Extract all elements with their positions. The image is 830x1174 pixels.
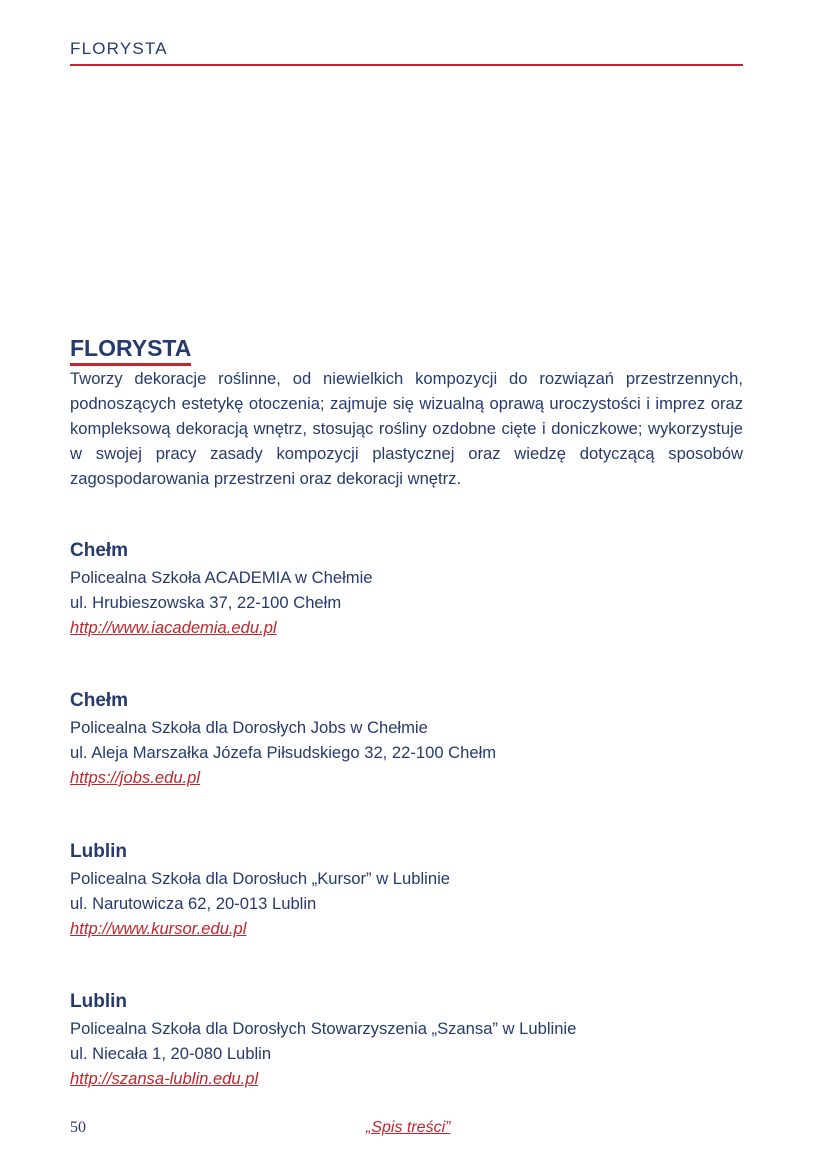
- page-header: [70, 38, 743, 66]
- school-entry: [70, 538, 743, 640]
- school-entry: [70, 989, 743, 1091]
- school-address: ul. Niecała 1, 20-080 Lublin: [70, 1044, 272, 1063]
- school-entry: [70, 839, 743, 941]
- school-city: Chełm: [70, 690, 129, 711]
- school-city: Chełm: [70, 540, 129, 561]
- page-number: 50: [70, 1119, 86, 1136]
- school-name: Policealna Szkoła ACADEMIA w Chełmie: [70, 568, 373, 587]
- school-name: Policealna Szkoła dla Dorosłych Stowarzyszenia „Szansa” w Lublinie: [70, 1019, 577, 1038]
- school-city: Lublin: [70, 841, 127, 862]
- profession-description: Tworzy dekoracje roślinne, od niewielkich kompozycji do rozwiązań przestrzennych, podnoszących estetykę otoczenia; zajmuje się wizualną oprawą uroczystości i imprez oraz kompleksową dekoracją wnętrz, stosując rośliny ozdobne cięte i doniczkowe; wykorzystuje w swojej pracy zasady kompozycji plastycznej oraz wiedzę dotyczącą sposobów zagospodarowania przestrzeni oraz dekoracji wnętrz.: [70, 369, 743, 488]
- school-address: ul. Hrubieszowska 37, 22-100 Chełm: [70, 593, 342, 612]
- school-website-link[interactable]: http://szansa-lublin.edu.pl: [70, 1069, 259, 1088]
- school-address: ul. Aleja Marszałka Józefa Piłsudskiego 32, 22-100 Chełm: [70, 743, 497, 762]
- school-address: ul. Narutowicza 62, 20-013 Lublin: [70, 894, 317, 913]
- school-name: Policealna Szkoła dla Dorosłych Jobs w Chełmie: [70, 718, 428, 737]
- school-website-link[interactable]: http://www.iacademia.edu.pl: [70, 618, 277, 637]
- school-website-link[interactable]: https://jobs.edu.pl: [70, 768, 201, 787]
- header-divider: [70, 64, 743, 66]
- profession-section: [70, 334, 743, 491]
- profession-title: FLORYSTA: [70, 334, 191, 366]
- header-title: FLORYSTA: [70, 39, 168, 58]
- school-city: Lublin: [70, 991, 127, 1012]
- table-of-contents-link[interactable]: „Spis treści”: [366, 1119, 451, 1136]
- school-name: Policealna Szkoła dla Dorosłuch „Kursor” w Lublinie: [70, 869, 450, 888]
- school-entry: [70, 688, 743, 790]
- school-website-link[interactable]: http://www.kursor.edu.pl: [70, 919, 247, 938]
